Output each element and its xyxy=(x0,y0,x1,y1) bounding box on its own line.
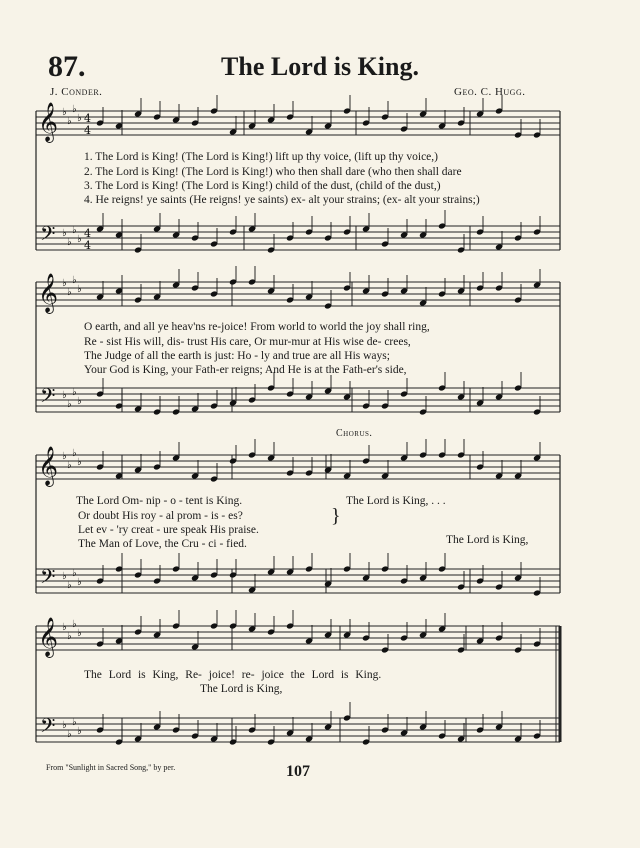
chorus-label: Chorus. xyxy=(336,428,373,439)
page-number: 107 xyxy=(286,763,310,780)
clef-glyph: ♭ xyxy=(77,726,82,737)
chorus-line-4: The Lord is King, Re- joice! re- joice the Lord is King. xyxy=(84,669,382,681)
clef-glyph: ♭ xyxy=(72,717,77,728)
clef-glyph: ♭ xyxy=(62,571,67,582)
clef-glyph: ♭ xyxy=(62,228,67,239)
chorus-line-3-lower: The Lord is King, xyxy=(446,534,529,546)
clef-glyph: 4 xyxy=(84,227,91,240)
stanza-2-line-1: 2. The Lord is King! (The Lord is King!) who then shall dare (who then shall dare xyxy=(84,166,462,178)
clef-glyph: ♭ xyxy=(72,568,77,579)
stanza-4-line-1: 4. He reigns! ye saints (He reigns! ye saints) ex- alt your strains; (ex- alt your strains;) xyxy=(84,194,480,206)
clef-glyph: ♭ xyxy=(77,284,82,295)
clef-glyph: 𝄞 xyxy=(38,617,59,657)
chorus-brace: } xyxy=(331,505,341,527)
clef-glyph: ♭ xyxy=(62,451,67,462)
stanza-2-line-3: Or doubt His roy - al prom - is - es? xyxy=(78,510,243,522)
clef-glyph: ♭ xyxy=(72,387,77,398)
clef-glyph: 𝄞 xyxy=(38,102,59,142)
clef-glyph: ♭ xyxy=(67,399,72,410)
clef-glyph: ♭ xyxy=(72,448,77,459)
stanza-3-line-2: The Judge of all the earth is just: Ho - ly and true are all His ways; xyxy=(84,350,390,362)
stanza-1-line-1: 1. The Lord is King! (The Lord is King!) lift up thy voice, (lift up thy voice,) xyxy=(84,151,438,163)
stanza-4-line-2: Your God is King, your Fath-er reigns; And He is at the Fath-er's side, xyxy=(84,364,407,376)
clef-glyph: ♭ xyxy=(62,390,67,401)
clef-glyph: 𝄢 xyxy=(40,714,56,742)
clef-glyph: ♭ xyxy=(62,720,67,731)
clef-glyph: 𝄢 xyxy=(40,565,56,593)
clef-glyph: ♭ xyxy=(72,104,77,115)
clef-glyph: ♭ xyxy=(72,225,77,236)
clef-glyph: ♭ xyxy=(77,457,82,468)
stanza-3-line-1: 3. The Lord is King! (The Lord is King!) child of the dust, (child of the dust,) xyxy=(84,180,441,192)
stanza-1-line-2: O earth, and all ye heav'ns re-joice! From world to world the joy shall ring, xyxy=(84,321,430,333)
clef-glyph: 𝄢 xyxy=(40,384,56,412)
clef-glyph: 4 xyxy=(84,112,91,125)
clef-glyph: ♭ xyxy=(72,275,77,286)
clef-glyph: ♭ xyxy=(62,107,67,118)
clef-glyph: ♭ xyxy=(67,460,72,471)
clef-glyph: ♭ xyxy=(72,619,77,630)
clef-glyph: ♭ xyxy=(67,580,72,591)
clef-glyph: 𝄢 xyxy=(40,222,56,250)
clef-glyph: ♭ xyxy=(67,631,72,642)
clef-glyph: ♭ xyxy=(67,237,72,248)
clef-glyph: ♭ xyxy=(62,622,67,633)
stanza-3-line-3: Let ev - 'ry creat - ure speak His praise. xyxy=(78,524,259,536)
clef-glyph: ♭ xyxy=(67,116,72,127)
clef-glyph: ♭ xyxy=(77,577,82,588)
clef-glyph: ♭ xyxy=(77,628,82,639)
hymn-number: 87. xyxy=(48,50,86,83)
clef-glyph: 4 xyxy=(84,239,91,252)
clef-glyph: 𝄞 xyxy=(38,446,59,486)
composer-credit: Geo. C. Hugg. xyxy=(454,86,526,98)
chorus-line-4-lower: The Lord is King, xyxy=(200,683,283,695)
source-footnote: From "Sunlight in Sacred Song," by per. xyxy=(46,763,176,772)
clef-glyph: 𝄞 xyxy=(38,273,59,313)
stanza-4-line-3: The Man of Love, the Cru - ci - fied. xyxy=(78,538,247,550)
chorus-line-3: The Lord is King, . . . xyxy=(346,495,446,507)
clef-glyph: ♭ xyxy=(77,234,82,245)
clef-glyph: ♭ xyxy=(67,729,72,740)
clef-glyph: ♭ xyxy=(62,278,67,289)
clef-glyph: ♭ xyxy=(77,113,82,124)
stanza-1-line-3: The Lord Om- nip - o - tent is King. xyxy=(76,495,243,507)
clef-glyph: 4 xyxy=(84,124,91,137)
hymn-title: The Lord is King. xyxy=(221,52,419,81)
clef-glyph: ♭ xyxy=(77,396,82,407)
clef-glyph: ♭ xyxy=(67,287,72,298)
stanza-2-line-2: Re - sist His will, dis- trust His care, Or mur-mur at His wise de- crees, xyxy=(84,336,411,348)
author-credit: J. Conder. xyxy=(50,86,103,98)
